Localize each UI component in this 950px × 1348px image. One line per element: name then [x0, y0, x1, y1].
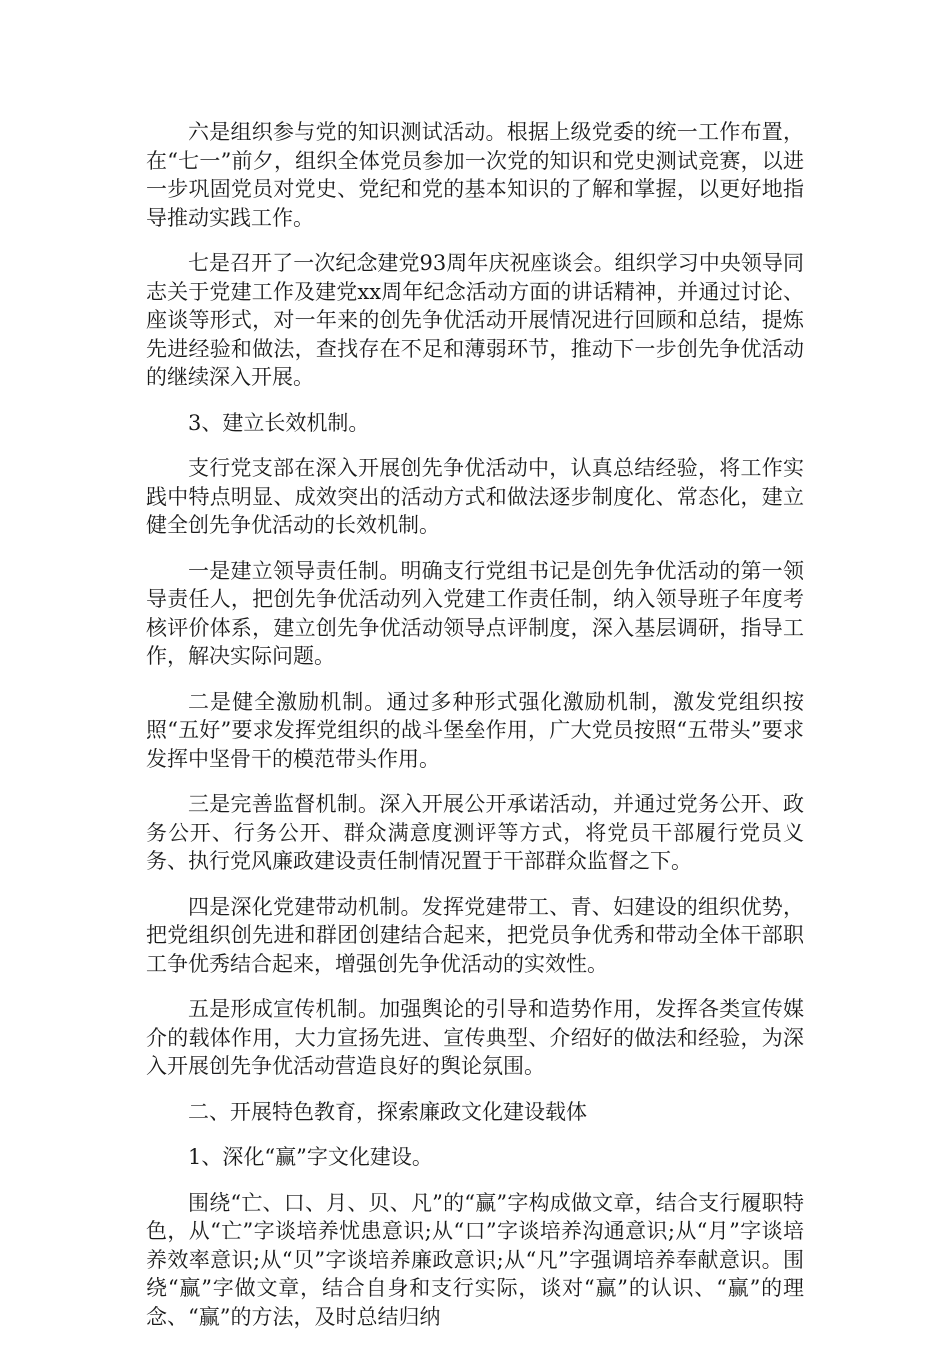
subsection-heading-ying-culture: 1、深化“赢”字文化建设。 [188, 1145, 433, 1169]
paragraph-anniversary-forum: 七是召开了一次纪念建党93周年庆祝座谈会。组织学习中央领导同志关于党建工作及建党xx周年纪念活动方面的讲话精神，并通过讨论、座谈等形式，对一年来的创先争优活动开展情况进行回顾和总结，提炼先进经验和做法，查找存在不足和薄弱环节，推动下一步创先争优活动的继续深入开展。 [146, 251, 804, 389]
paragraph-leadership-responsibility: 一是建立领导责任制。明确支行党组书记是创先争优活动的第一领导责任人，把创先争优活动列入党建工作责任制，纳入领导班子年度考核评价体系，建立创先争优活动领导点评制度，深入基层调研，指导工作，解决实际问题。 [146, 558, 804, 668]
section-heading-special-education: 二、开展特色教育，探索廉政文化建设载体 [188, 1099, 587, 1124]
paragraph-ying-culture: 围绕“亡、口、月、贝、凡”的“赢”字构成做文章，结合支行履职特色，从“亡”字谈培养忧患意识;从“口”字谈培养沟通意识;从“月”字谈培养效率意识;从“贝”字谈培养廉政意识;从“凡”字强调培养奉献意识。围绕“赢”字做文章，结合自身和支行实际，谈对“赢”的认识、“赢”的理念、“赢”的方法，及时总结归纳 [146, 1190, 804, 1329]
paragraph-knowledge-test: 六是组织参与党的知识测试活动。根据上级党委的统一工作布置，在“七一”前夕，组织全体党员参加一次党的知识和党史测试竞赛，以进一步巩固党员对党史、党纪和党的基本知识的了解和掌握，以更好地指导推动实践工作。 [146, 120, 804, 230]
paragraph-incentive-mechanism: 二是健全激励机制。通过多种形式强化激励机制，激发党组织按照“五好”要求发挥党组织的战斗堡垒作用，广大党员按照“五带头”要求发挥中坚骨干的模范带头作用。 [146, 689, 804, 771]
paragraph-publicity-mechanism: 五是形成宣传机制。加强舆论的引导和造势作用，发挥各类宣传媒介的载体作用，大力宣扬先进、宣传典型、介绍好的做法和经验，为深入开展创先争优活动营造良好的舆论氛围。 [146, 997, 804, 1078]
paragraph-mechanism-intro: 支行党支部在深入开展创先争优活动中，认真总结经验，将工作实践中特点明显、成效突出的活动方式和做法逐步制度化、常态化，建立健全创先争优活动的长效机制。 [146, 456, 804, 537]
section-heading-long-term-mechanism: 3、建立长效机制。 [188, 410, 370, 435]
document-body [146, 118, 804, 1348]
paragraph-party-building-mechanism: 四是深化党建带动机制。发挥党建带工、青、妇建设的组织优势，把党组织创先进和群团创建结合起来，把党员争优秀和带动全体干部职工争优秀结合起来，增强创先争优活动的实效性。 [146, 894, 804, 976]
paragraph-supervision-mechanism: 三是完善监督机制。深入开展公开承诺活动，并通过党务公开、政务公开、行务公开、群众满意度测评等方式，将党员干部履行党员义务、执行党风廉政建设责任制情况置于干部群众监督之下。 [146, 792, 804, 873]
